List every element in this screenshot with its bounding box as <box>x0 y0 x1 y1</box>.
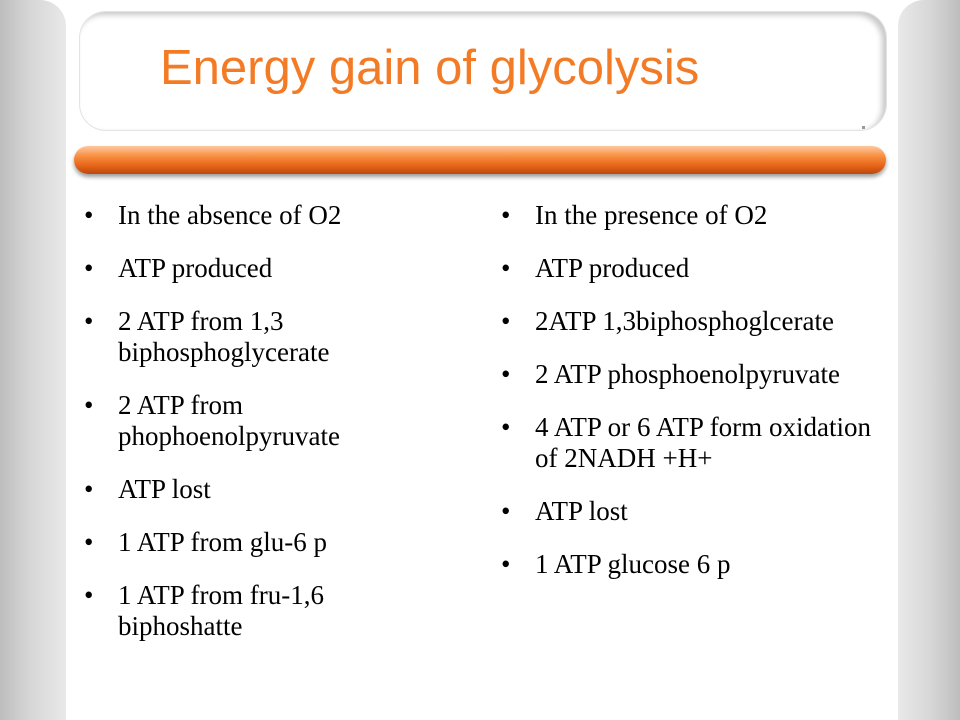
bullet-icon: • <box>84 474 94 504</box>
list-item <box>84 200 440 231</box>
bullet-icon: • <box>501 306 511 336</box>
bullet-icon: • <box>501 412 511 442</box>
list-item <box>501 200 871 231</box>
bullet-icon: • <box>84 527 94 557</box>
list-item <box>84 580 440 642</box>
orange-divider-bar <box>74 146 886 174</box>
list-item <box>501 253 871 284</box>
bullet-icon: • <box>501 200 511 230</box>
list-item-text: In the presence of O2 <box>535 200 768 230</box>
list-item <box>84 253 440 284</box>
list-item-text: 4 ATP or 6 ATP form oxidation of 2NADH +H+ <box>535 412 871 473</box>
list-item-text: 2ATP 1,3biphosphoglcerate <box>535 306 834 336</box>
bullet-icon: • <box>501 549 511 579</box>
list-item-text: 2 ATP phosphoenolpyruvate <box>535 359 840 389</box>
list-item <box>501 412 871 474</box>
list-item <box>501 306 871 337</box>
list-item <box>501 496 871 527</box>
bullet-icon: • <box>501 496 511 526</box>
list-item-text: 1 ATP glucose 6 p <box>535 549 731 579</box>
left-bullet-list <box>84 200 440 664</box>
list-item <box>501 549 871 580</box>
bullet-icon: • <box>84 580 94 610</box>
list-item <box>84 390 440 452</box>
list-item-text: 2 ATP from 1,3 biphosphoglycerate <box>118 306 330 367</box>
bullet-icon: • <box>84 253 94 283</box>
list-item-text: 1 ATP from fru-1,6 biphoshatte <box>118 580 324 641</box>
bullet-icon: • <box>501 359 511 389</box>
decorative-dot <box>862 126 865 129</box>
bullet-icon: • <box>84 200 94 230</box>
list-item <box>84 474 440 505</box>
list-item <box>84 527 440 558</box>
list-item-text: ATP produced <box>118 253 273 283</box>
bullet-icon: • <box>501 253 511 283</box>
list-item <box>84 306 440 368</box>
list-item <box>501 359 871 390</box>
list-item-text: ATP lost <box>118 474 211 504</box>
left-decorative-band <box>0 0 66 720</box>
list-item-text: 1 ATP from glu-6 p <box>118 527 327 557</box>
bullet-icon: • <box>84 390 94 420</box>
slide-title: Energy gain of glycolysis <box>160 41 700 95</box>
bullet-icon: • <box>84 306 94 336</box>
list-item-text: 2 ATP from phophoenolpyruvate <box>118 390 340 451</box>
list-item-text: ATP produced <box>535 253 690 283</box>
list-item-text: ATP lost <box>535 496 628 526</box>
right-decorative-band <box>898 0 960 720</box>
right-bullet-list <box>501 200 871 602</box>
list-item-text: In the absence of O2 <box>118 200 342 230</box>
